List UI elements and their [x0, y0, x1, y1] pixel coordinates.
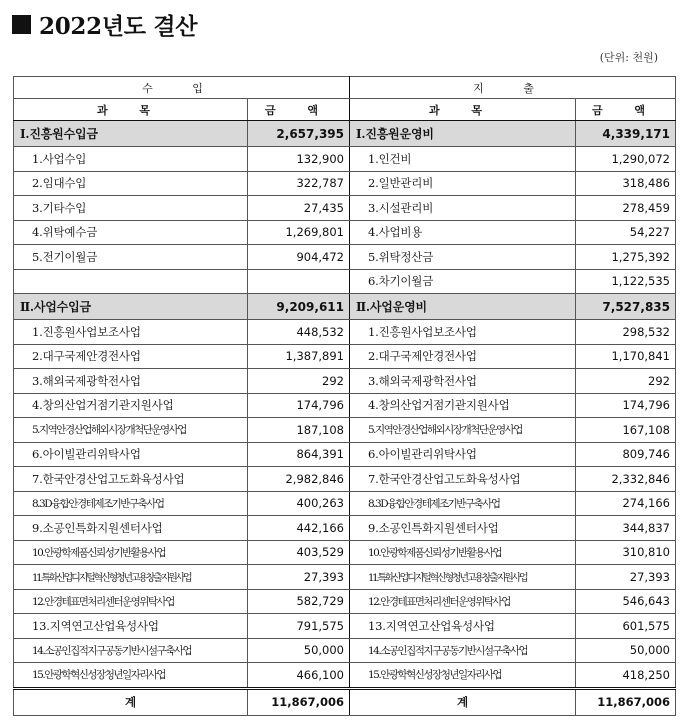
expense-item-amount: 54,227 — [576, 220, 676, 245]
black-square-icon — [12, 15, 31, 34]
expense-item-header: 과 목 — [350, 99, 576, 121]
income-item-name: 14.소공인집적지구공동기반시설구축사업 — [14, 638, 248, 663]
income-item-amount: 2,982,846 — [248, 467, 350, 492]
expense-item-amount: 167,108 — [576, 418, 676, 443]
table-row — [14, 344, 676, 369]
expense-item-name: 7.한국안경산업고도화육성사업 — [350, 467, 576, 492]
expense-item-name: 9.소공인특화지원센터사업 — [350, 516, 576, 541]
expense-item-amount: 310,810 — [576, 540, 676, 565]
table-header-row-1 — [14, 77, 676, 99]
expense-item-name: 1.인건비 — [350, 147, 576, 172]
income-item-name — [14, 269, 248, 294]
income-item-amount: 292 — [248, 369, 350, 394]
expense-item-name: Ⅱ.사업운영비 — [350, 294, 576, 320]
table-row — [14, 516, 676, 541]
income-item-amount: 448,532 — [248, 320, 350, 345]
income-item-amount: 187,108 — [248, 418, 350, 443]
income-total-label: 계 — [14, 688, 248, 715]
income-item-name: 4.위탁예수금 — [14, 220, 248, 245]
expense-item-amount: 298,532 — [576, 320, 676, 345]
expense-item-name: 5.지역안경산업해외시장개척단운영사업 — [350, 418, 576, 443]
expense-item-name: 11.특화산업디지털혁신형청년고용창출지원사업 — [350, 565, 576, 590]
income-item-name: 2.대구국제안경전사업 — [14, 344, 248, 369]
expense-item-name: 8.3D융합안경테제조기반구축사업 — [350, 491, 576, 516]
income-item-header: 과 목 — [14, 99, 248, 121]
expense-item-name: 6.아이빌관리위탁사업 — [350, 442, 576, 467]
table-row — [14, 418, 676, 443]
table-row — [14, 467, 676, 492]
expense-item-name: 4.창의산업거점기관지원사업 — [350, 393, 576, 418]
expense-item-name: 4.사업비용 — [350, 220, 576, 245]
income-total-amount: 11,867,006 — [248, 688, 350, 715]
income-item-amount: 1,387,891 — [248, 344, 350, 369]
expense-item-name: 3.시설관리비 — [350, 196, 576, 221]
income-item-name: 4.창의산업거점기관지원사업 — [14, 393, 248, 418]
expense-item-amount: 1,290,072 — [576, 147, 676, 172]
income-item-name: 8.3D융합안경테제조기반구축사업 — [14, 491, 248, 516]
expense-item-name: Ⅰ.진흥원운영비 — [350, 121, 576, 147]
income-item-name: 12.안경테표면처리센터운영위탁사업 — [14, 589, 248, 614]
income-item-name: Ⅱ.사업수입금 — [14, 294, 248, 320]
settlement-table-wrap — [13, 76, 675, 716]
expense-total-amount: 11,867,006 — [576, 688, 676, 715]
income-item-name: 3.기타수입 — [14, 196, 248, 221]
income-item-amount: 1,269,801 — [248, 220, 350, 245]
income-item-amount: 27,435 — [248, 196, 350, 221]
expense-item-amount: 2,332,846 — [576, 467, 676, 492]
table-row — [14, 220, 676, 245]
income-item-amount: 2,657,395 — [248, 121, 350, 147]
expense-item-name: 3.해외국제광학전사업 — [350, 369, 576, 394]
table-row — [14, 393, 676, 418]
income-item-amount: 864,391 — [248, 442, 350, 467]
expense-item-amount: 1,170,841 — [576, 344, 676, 369]
income-item-amount: 466,100 — [248, 663, 350, 689]
expense-item-amount: 4,339,171 — [576, 121, 676, 147]
income-item-amount: 403,529 — [248, 540, 350, 565]
expense-item-amount: 1,122,535 — [576, 269, 676, 294]
expense-item-name: 1.진흥원사업보조사업 — [350, 320, 576, 345]
income-item-name: 11.특화산업디지털혁신형청년고용창출지원사업 — [14, 565, 248, 590]
expense-amount-header: 금 액 — [576, 99, 676, 121]
income-item-amount: 791,575 — [248, 614, 350, 639]
table-row — [14, 540, 676, 565]
expense-item-amount: 292 — [576, 369, 676, 394]
expense-item-name: 14.소공인집적지구공동기반시설구축사업 — [350, 638, 576, 663]
table-header-row-2 — [14, 99, 676, 121]
expense-header: 지 출 — [350, 77, 676, 99]
expense-item-amount: 50,000 — [576, 638, 676, 663]
expense-item-name: 15.안광학혁신성장청년일자리사업 — [350, 663, 576, 689]
table-row — [14, 589, 676, 614]
table-row — [14, 269, 676, 294]
expense-item-amount: 546,643 — [576, 589, 676, 614]
income-item-name: 6.아이빌관리위탁사업 — [14, 442, 248, 467]
table-row — [14, 171, 676, 196]
expense-item-amount: 344,837 — [576, 516, 676, 541]
expense-item-amount: 27,393 — [576, 565, 676, 590]
income-item-amount: 27,393 — [248, 565, 350, 590]
expense-item-amount: 318,486 — [576, 171, 676, 196]
income-header: 수 입 — [14, 77, 350, 99]
expense-item-amount: 601,575 — [576, 614, 676, 639]
expense-item-amount: 274,166 — [576, 491, 676, 516]
expense-item-amount: 278,459 — [576, 196, 676, 221]
income-item-name: 15.안광학혁신성장청년일자리사업 — [14, 663, 248, 689]
income-amount-header: 금 액 — [248, 99, 350, 121]
income-item-amount: 132,900 — [248, 147, 350, 172]
expense-item-amount: 1,275,392 — [576, 245, 676, 270]
income-item-amount: 904,472 — [248, 245, 350, 270]
unit-label: (단위: 천원) — [599, 51, 658, 64]
table-row — [14, 196, 676, 221]
expense-total-label: 계 — [350, 688, 576, 715]
income-item-amount — [248, 269, 350, 294]
income-item-name: 5.지역안경산업해외시장개척단운영사업 — [14, 418, 248, 443]
income-item-amount: 582,729 — [248, 589, 350, 614]
income-item-name: 13.지역연고산업육성사업 — [14, 614, 248, 639]
income-item-name: 3.해외국제광학전사업 — [14, 369, 248, 394]
income-item-amount: 442,166 — [248, 516, 350, 541]
income-item-amount: 50,000 — [248, 638, 350, 663]
expense-item-amount: 809,746 — [576, 442, 676, 467]
table-row — [14, 147, 676, 172]
table-row — [14, 442, 676, 467]
income-item-amount: 9,209,611 — [248, 294, 350, 320]
income-item-name: Ⅰ.진흥원수입금 — [14, 121, 248, 147]
table-row — [14, 565, 676, 590]
income-item-name: 1.진흥원사업보조사업 — [14, 320, 248, 345]
income-item-name: 1.사업수입 — [14, 147, 248, 172]
income-item-amount: 174,796 — [248, 393, 350, 418]
page-title-text: 2022년도 결산 — [39, 12, 198, 40]
table-row — [14, 245, 676, 270]
table-row — [14, 614, 676, 639]
table-row — [14, 320, 676, 345]
expense-item-name: 10.안광학제품신뢰성기반활용사업 — [350, 540, 576, 565]
page-title — [12, 11, 198, 40]
section-row — [14, 121, 676, 147]
table-row — [14, 638, 676, 663]
expense-item-name: 6.차기이월금 — [350, 269, 576, 294]
expense-item-name: 2.대구국제안경전사업 — [350, 344, 576, 369]
expense-item-amount: 174,796 — [576, 393, 676, 418]
income-item-amount: 322,787 — [248, 171, 350, 196]
expense-item-name: 13.지역연고산업육성사업 — [350, 614, 576, 639]
income-item-name: 5.전기이월금 — [14, 245, 248, 270]
income-item-name: 2.임대수입 — [14, 171, 248, 196]
settlement-table — [13, 76, 676, 716]
expense-item-amount: 7,527,835 — [576, 294, 676, 320]
table-row — [14, 369, 676, 394]
expense-item-amount: 418,250 — [576, 663, 676, 689]
income-item-name: 7.한국안경산업고도화육성사업 — [14, 467, 248, 492]
table-row — [14, 491, 676, 516]
expense-item-name: 12.안경테표면처리센터운영위탁사업 — [350, 589, 576, 614]
section-row — [14, 294, 676, 320]
total-row — [14, 688, 676, 715]
table-row — [14, 663, 676, 689]
table-body — [14, 121, 676, 689]
expense-item-name: 2.일반관리비 — [350, 171, 576, 196]
income-item-name: 9.소공인특화지원센터사업 — [14, 516, 248, 541]
income-item-amount: 400,263 — [248, 491, 350, 516]
income-item-name: 10.안광학제품신뢰성기반활용사업 — [14, 540, 248, 565]
expense-item-name: 5.위탁정산금 — [350, 245, 576, 270]
